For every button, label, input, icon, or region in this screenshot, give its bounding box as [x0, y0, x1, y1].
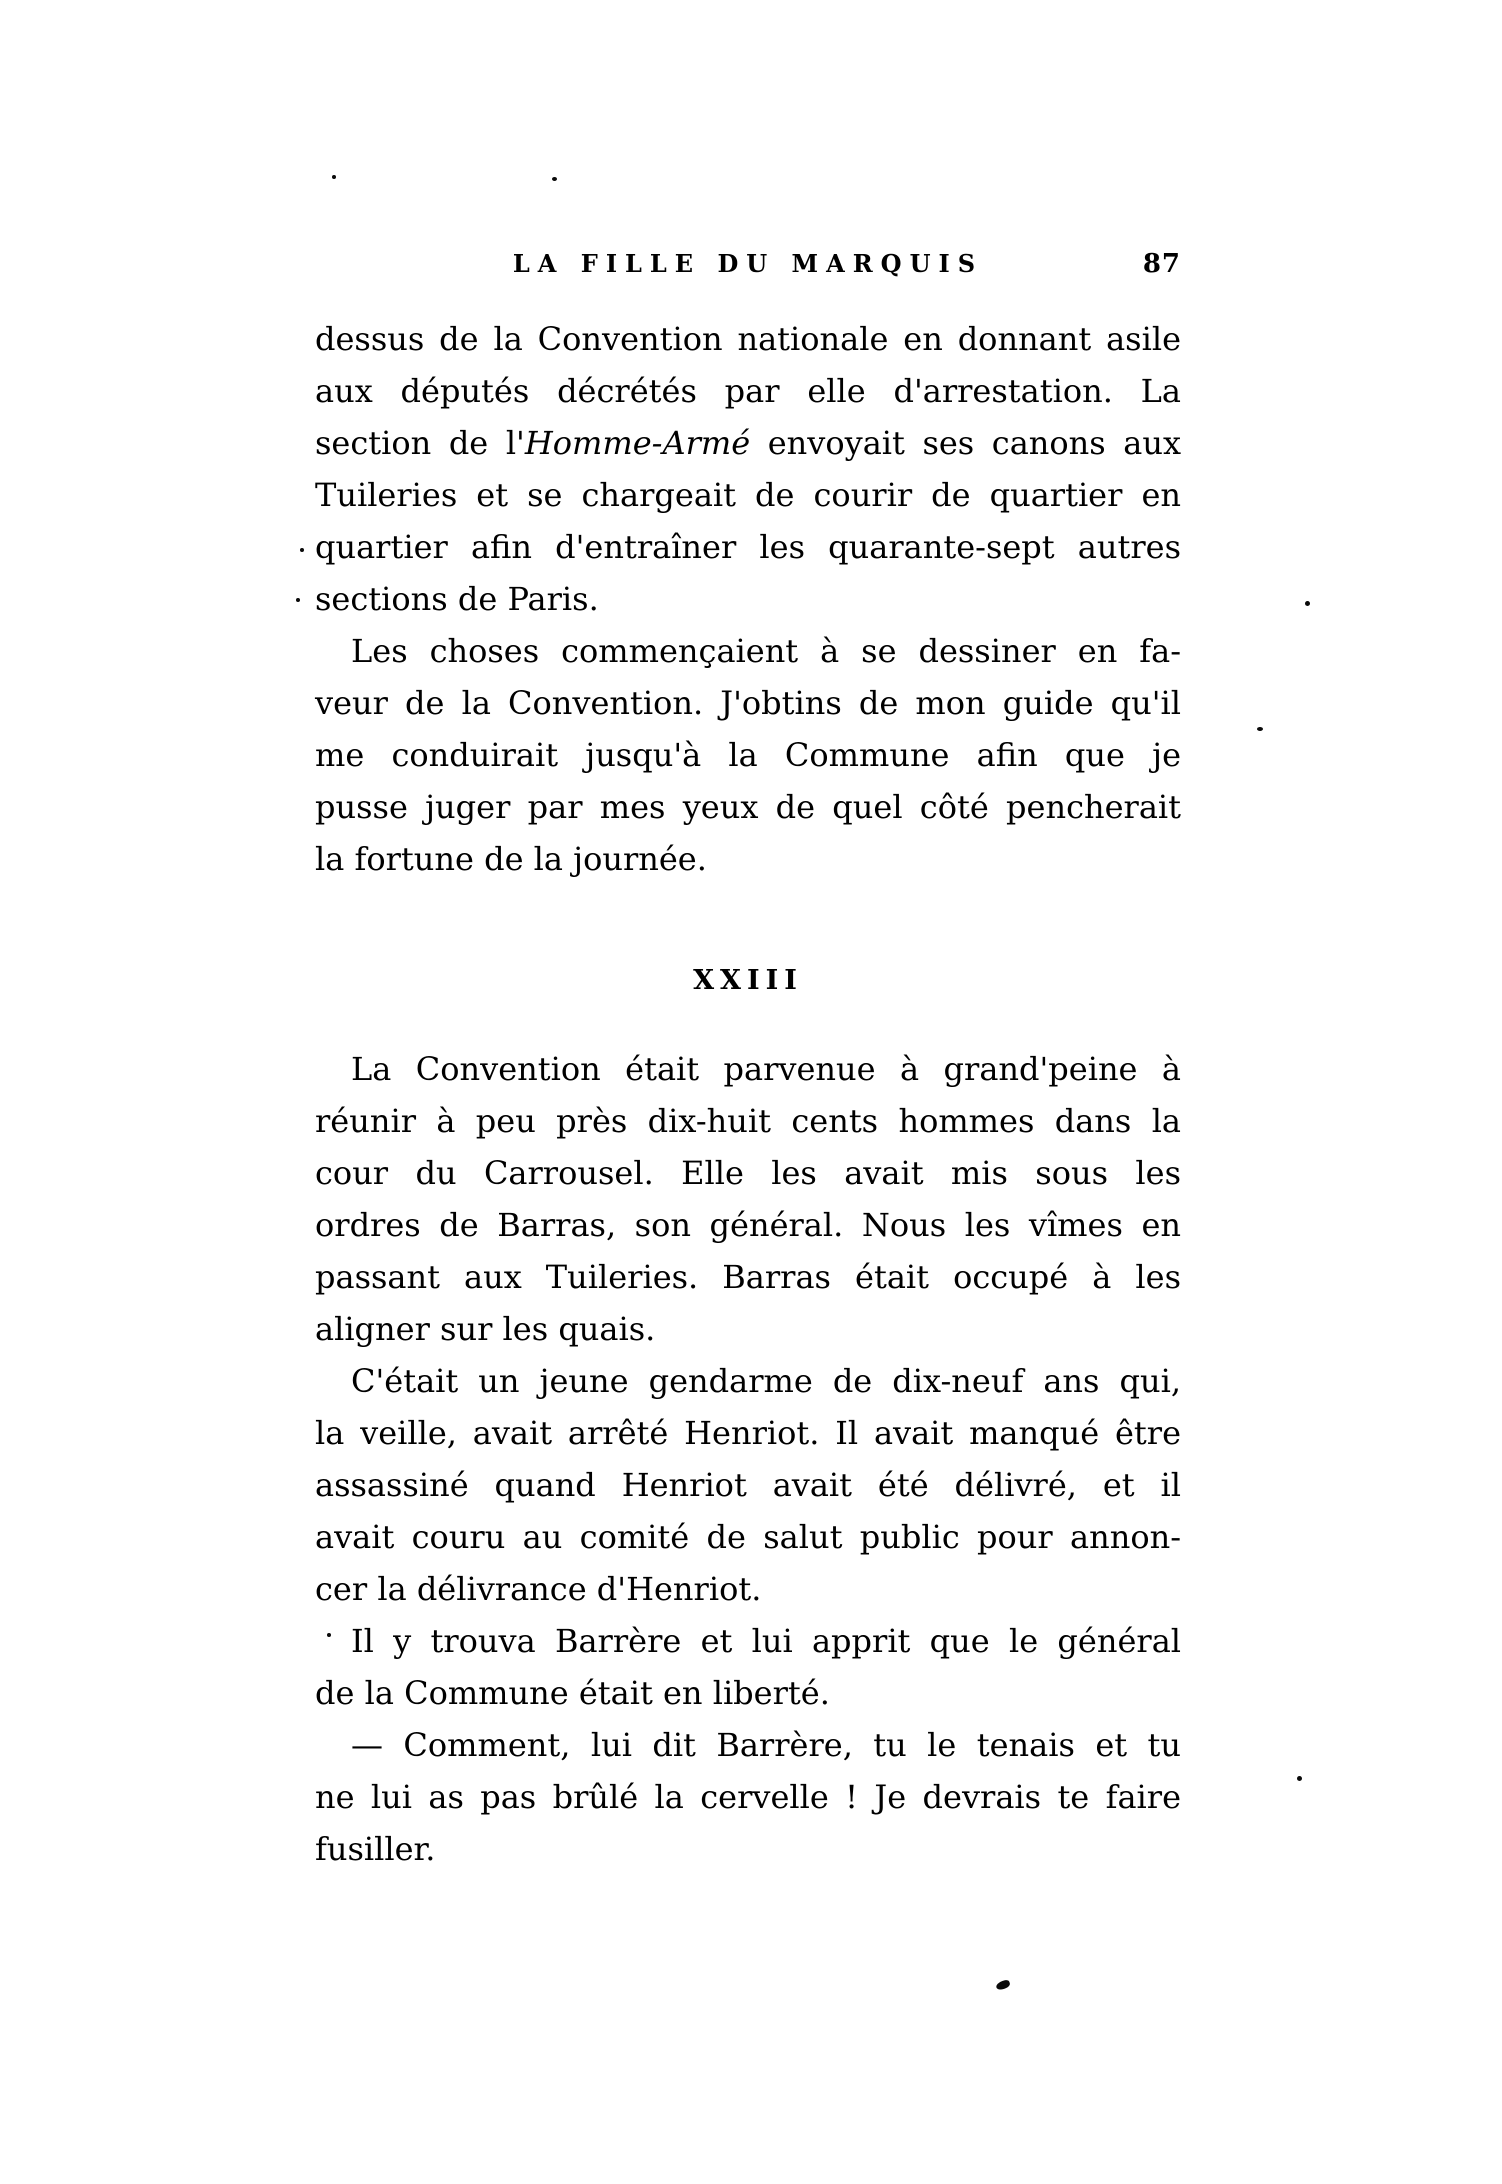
- ink-speck: [296, 598, 300, 602]
- text-line: aux députés décrétés par elle d'arrestation. La: [315, 372, 1181, 410]
- text-line: quartier afin d'entraîner les quarante-sept autres: [315, 528, 1181, 566]
- paragraph: [315, 1615, 1181, 1719]
- text-line: avait couru au comité de salut public pour annon-: [315, 1518, 1181, 1556]
- text-line: C'était un jeune gendarme de dix-neuf ans qui,: [351, 1362, 1181, 1400]
- ink-speck: [332, 175, 336, 179]
- text-line: de la Commune était en liberté.: [315, 1674, 830, 1712]
- text-line: réunir à peu près dix-huit cents hommes dans la: [315, 1102, 1181, 1140]
- paragraph: [315, 1719, 1181, 1875]
- text-line: fusiller.: [315, 1830, 436, 1868]
- italic-phrase: Homme-Armé: [524, 424, 751, 462]
- text-segment: section de l': [315, 424, 525, 462]
- text-line: sections de Paris.: [315, 580, 599, 618]
- text-line: veur de la Convention. J'obtins de mon guide qu'il: [315, 684, 1181, 722]
- text-line: aligner sur les quais.: [315, 1310, 656, 1348]
- chapter-heading: XXIII: [693, 965, 803, 996]
- text-line: Il y trouva Barrère et lui apprit que le général: [351, 1622, 1181, 1660]
- ink-speck: [995, 1979, 1011, 1991]
- text-line: ordres de Barras, son général. Nous les vîmes en: [315, 1206, 1181, 1244]
- ink-speck: [1297, 1776, 1302, 1781]
- page-number: 87: [1142, 249, 1181, 279]
- text-line: cour du Carrousel. Elle les avait mis sous les: [315, 1154, 1181, 1192]
- text-block: [315, 0, 1181, 1875]
- paragraph: [315, 1043, 1181, 1355]
- text-line: dessus de la Convention nationale en donnant asile: [315, 320, 1181, 358]
- ink-speck: [1305, 601, 1310, 606]
- page-header: [315, 247, 1181, 281]
- text-line: ne lui as pas brûlé la cervelle ! Je devrais te faire: [315, 1778, 1181, 1816]
- text-line: me conduirait jusqu'à la Commune afin que je: [315, 736, 1181, 774]
- ink-speck: [300, 548, 304, 552]
- text-line: pusse juger par mes yeux de quel côté pencherait: [315, 788, 1181, 826]
- text-line: [315, 417, 1181, 469]
- text-line: cer la délivrance d'Henriot.: [315, 1570, 762, 1608]
- text-line: Les choses commençaient à se dessiner en fa-: [351, 632, 1181, 670]
- ink-speck: [327, 1633, 331, 1637]
- ink-speck: [552, 177, 557, 181]
- text-line: assassiné quand Henriot avait été délivré, et il: [315, 1466, 1181, 1504]
- text-line: la veille, avait arrêté Henriot. Il avait manqué être: [315, 1414, 1181, 1452]
- paragraph: [315, 1355, 1181, 1615]
- text-line: passant aux Tuileries. Barras était occupé à les: [315, 1258, 1181, 1296]
- text-line: La Convention était parvenue à grand'peine à: [351, 1050, 1181, 1088]
- text-line: Tuileries et se chargeait de courir de quartier en: [315, 476, 1181, 514]
- paragraph: [315, 313, 1181, 625]
- text-line: — Comment, lui dit Barrère, tu le tenais et tu: [351, 1726, 1181, 1764]
- text-segment: envoyait ses canons aux: [750, 424, 1182, 462]
- paragraph: [315, 625, 1181, 885]
- ink-speck: [1257, 727, 1263, 731]
- running-title: LA FILLE DU MARQUIS: [512, 249, 984, 278]
- text-line: la fortune de la journée.: [315, 840, 707, 878]
